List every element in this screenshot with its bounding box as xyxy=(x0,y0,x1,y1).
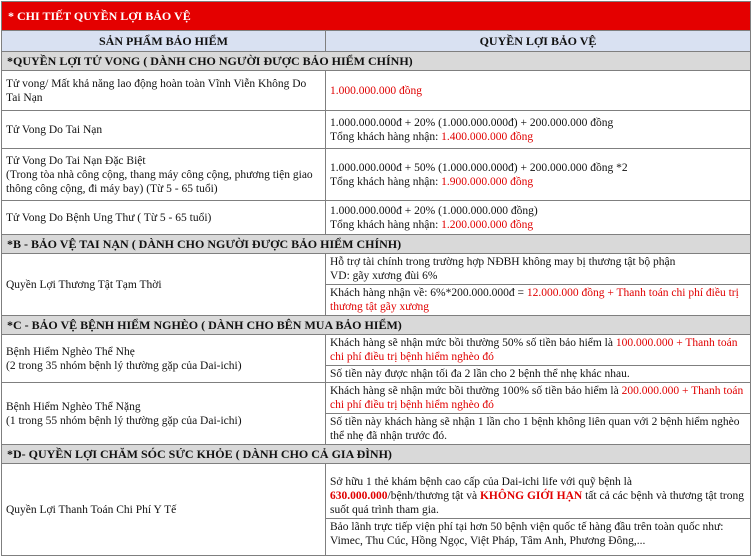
inner-divider xyxy=(326,365,750,366)
row-label: Quyền Lợi Thương Tật Tạm Thời xyxy=(2,254,326,316)
benefit-note: Số tiền này được nhận tối đa 2 lần cho 2 bệnh thể nhẹ khác nhau. xyxy=(330,368,630,380)
row-value xyxy=(326,464,751,556)
table-row xyxy=(2,254,751,316)
inner-divider xyxy=(326,413,750,414)
payout-value: 12.000.000 đồng + Thanh toán chi phí điều trị thương tật gãy xương xyxy=(330,287,739,313)
section-d-header: *D- QUYỀN LỢI CHĂM SÓC SỨC KHỎE ( DÀNH CHO CẢ GIA ĐÌNH) xyxy=(2,445,751,464)
medical-text-c: /bệnh/thương tật và xyxy=(387,489,480,502)
total-label: Tổng khách hàng nhận: xyxy=(330,218,442,231)
medical-text-a: Sở hữu 1 thẻ khám bệnh cao cấp của Dai-ichi life với quỹ bệnh là xyxy=(330,475,632,488)
hospital-guarantee-text: Bảo lãnh trực tiếp viện phí tại hơn 50 bệnh viện quốc tế hàng đầu trên toàn quốc như: Vimec, Thu Cúc, Hồng Ngọc, Việt Pháp, Tâm Anh, Phương Đông,... xyxy=(330,520,724,547)
row-label-cell xyxy=(2,149,326,201)
formula-text: 1.000.000.000đ + 20% (1.000.000.000đ) + 200.000.000 đồng xyxy=(330,116,614,129)
payout-line xyxy=(330,286,746,314)
total-label: Tổng khách hàng nhận: xyxy=(330,130,442,143)
total-line xyxy=(330,218,746,232)
inner-divider xyxy=(326,284,750,285)
row-value xyxy=(326,383,751,445)
total-line xyxy=(330,130,746,144)
table-row xyxy=(2,111,751,149)
row-label-cell xyxy=(2,335,326,383)
benefits-table xyxy=(1,1,751,556)
unlimited-text: KHÔNG GIỚI HẠN xyxy=(479,489,583,502)
section-a-header-row xyxy=(2,52,751,71)
benefit-prefix: Khách hàng sẽ nhận mức bồi thường 50% số tiền bảo hiểm là xyxy=(330,337,616,349)
benefit-note: Số tiền này khách hàng sẽ nhận 1 lần cho 1 bệnh không liên quan với 2 bệnh hiểm nghèo thể nhẹ đã nhận trước đó. xyxy=(330,416,740,442)
row-label-detail: (1 trong 55 nhóm bệnh lý thường gặp của Dai-ichi) xyxy=(6,414,242,427)
formula-text: 1.000.000.000đ + 50% (1.000.000.000đ) + 200.000.000 đồng *2 xyxy=(330,161,628,174)
row-label-detail: (Trong tòa nhà công cộng, thang máy công cộng, phương tiện giao thông công cộng, đi máy bay) (Từ 5 - 65 tuổi) xyxy=(6,168,313,195)
table-row xyxy=(2,149,751,201)
title-row xyxy=(2,2,751,31)
amount-value: 1.000.000.000 đồng xyxy=(330,84,422,97)
benefit-value: 200.000.000 + Thanh toán chi phí điều trị bệnh hiểm nghèo đó xyxy=(330,385,744,411)
row-label: Bệnh Hiểm Nghèo Thể Nặng xyxy=(6,400,141,413)
row-label: Tử Vong Do Bệnh Ung Thư ( Từ 5 - 65 tuổi) xyxy=(2,201,326,235)
column-header-row xyxy=(2,31,751,52)
benefit-prefix: Khách hàng sẽ nhận mức bồi thường 100% số tiền bảo hiểm là xyxy=(330,385,622,397)
section-d-header-row xyxy=(2,445,751,464)
total-label: Tổng khách hàng nhận: xyxy=(330,175,442,188)
payout-prefix: Khách hàng nhận về: 6%*200.000.000đ = xyxy=(330,287,527,299)
row-value xyxy=(326,335,751,383)
desc-line: Hỗ trợ tài chính trong trường hợp NĐBH không may bị thương tật bộ phận xyxy=(330,256,676,268)
medical-text-e: tất cả các bệnh và thương tật trong suốt quá trình tham gia. xyxy=(330,489,744,516)
table-row xyxy=(2,71,751,111)
benefits-document xyxy=(1,1,750,553)
benefit-line xyxy=(330,336,746,364)
row-label: Bệnh Hiểm Nghèo Thể Nhẹ xyxy=(6,345,135,358)
section-a-header: *QUYỀN LỢI TỬ VONG ( DÀNH CHO NGƯỜI ĐƯỢC BẢO HIỂM CHÍNH) xyxy=(2,52,751,71)
row-value xyxy=(326,71,751,111)
section-b-header-row xyxy=(2,235,751,254)
total-line xyxy=(330,175,746,189)
row-label: Quyền Lợi Thanh Toán Chi Phí Y Tế xyxy=(2,464,326,556)
inner-divider xyxy=(326,518,750,519)
col-header-benefit: QUYỀN LỢI BẢO VỆ xyxy=(326,31,751,52)
row-label: Tử Vong Do Tai Nạn Đặc Biệt xyxy=(6,154,146,167)
table-row xyxy=(2,201,751,235)
row-value xyxy=(326,111,751,149)
medical-card-text xyxy=(330,475,746,517)
section-b-header: *B - BẢO VỆ TAI NẠN ( DÀNH CHO NGƯỜI ĐƯỢC BẢO HIỂM CHÍNH) xyxy=(2,235,751,254)
total-value: 1.200.000.000 đồng xyxy=(441,218,534,231)
table-row xyxy=(2,464,751,556)
section-c-header: *C - BẢO VỆ BỆNH HIỂM NGHÈO ( DÀNH CHO BÊN MUA BẢO HIỂM) xyxy=(2,316,751,335)
row-label: Tử Vong Do Tai Nạn xyxy=(2,111,326,149)
formula-text: 1.000.000.000đ + 20% (1.000.000.000 đồng) xyxy=(330,204,538,217)
fund-amount: 630.000.000 xyxy=(330,489,388,502)
row-value xyxy=(326,201,751,235)
section-c-header-row xyxy=(2,316,751,335)
row-label-cell xyxy=(2,383,326,445)
total-value: 1.400.000.000 đồng xyxy=(441,130,534,143)
row-label-detail: (2 trong 35 nhóm bệnh lý thường gặp của Dai-ichi) xyxy=(6,359,242,372)
total-value: 1.900.000.000 đồng xyxy=(441,175,534,188)
table-row xyxy=(2,335,751,383)
col-header-product: SẢN PHẨM BẢO HIỂM xyxy=(2,31,326,52)
doc-title: * CHI TIẾT QUYỀN LỢI BẢO VỆ xyxy=(2,2,751,31)
example-line: VD: gãy xương đùi 6% xyxy=(330,270,438,282)
row-value xyxy=(326,149,751,201)
table-row xyxy=(2,383,751,445)
row-value xyxy=(326,254,751,316)
row-label: Tử vong/ Mất khả năng lao động hoàn toàn Vĩnh Viễn Không Do Tai Nạn xyxy=(2,71,326,111)
benefit-line xyxy=(330,384,746,412)
benefit-value: 100.000.000 + Thanh toán chi phí điều trị bệnh hiểm nghèo đó xyxy=(330,337,738,363)
